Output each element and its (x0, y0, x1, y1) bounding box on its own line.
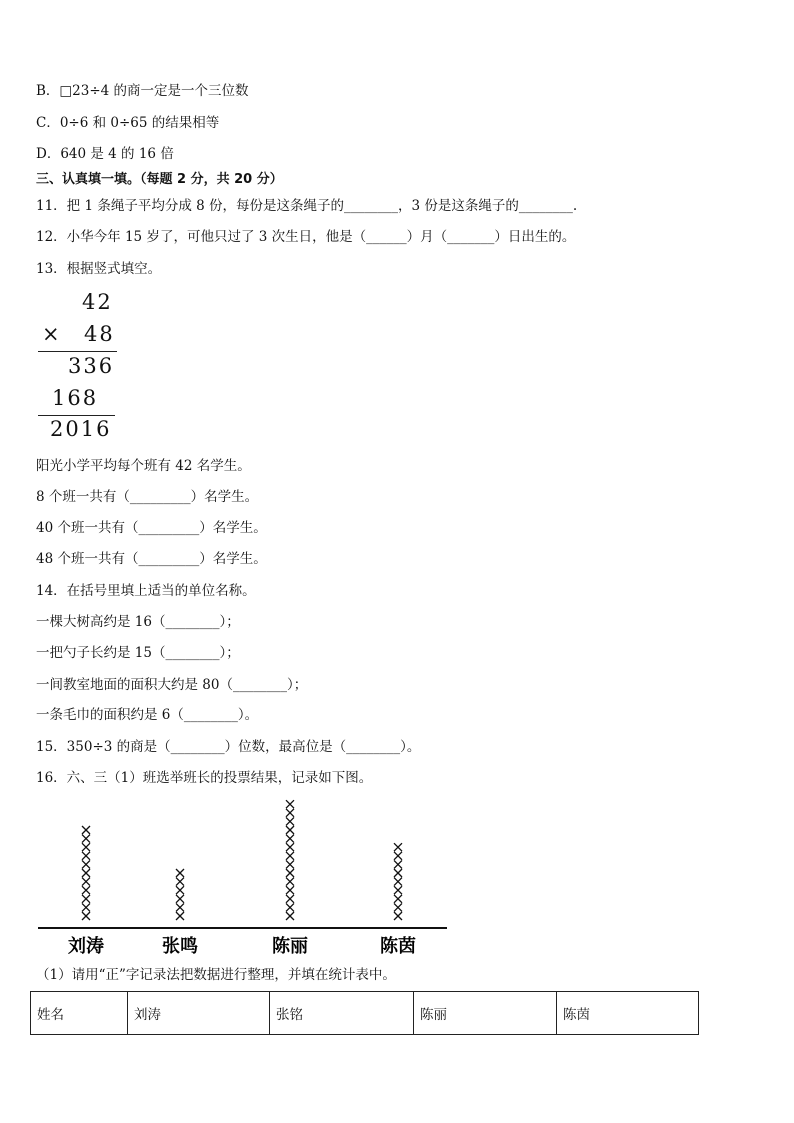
multiplicand: 42 (82, 290, 113, 314)
vote-mark (286, 903, 294, 911)
candidate-label: 刘涛 (68, 936, 104, 957)
vote-mark (286, 869, 294, 877)
calc-rule-2 (38, 415, 115, 416)
table-cell-name: 陈茵 (557, 992, 699, 1035)
vote-mark (82, 886, 90, 894)
question-15: 15．350÷3 的商是（________）位数，最高位是（________）。 (36, 739, 421, 755)
vote-mark (286, 826, 294, 834)
candidate-label: 张鸣 (162, 936, 198, 957)
partial-product-2: 168 (52, 386, 99, 410)
vote-mark (82, 860, 90, 868)
vote-mark (286, 886, 294, 894)
candidate-label: 陈丽 (272, 936, 308, 957)
option-c: C．0÷6 和 0÷65 的结果相等 (36, 115, 220, 131)
vote-mark (176, 903, 184, 911)
option-d: D．640 是 4 的 16 倍 (36, 146, 174, 162)
question-13-context: 阳光小学平均每个班有 42 名学生。 (36, 458, 251, 474)
question-13-prompt: 13．根据竖式填空。 (36, 261, 162, 277)
question-12: 12．小华今年 15 岁了，可他只过了 3 次生日，他是（______）月（_______）日出生的。 (36, 229, 576, 245)
question-16-prompt: 16．六、三（1）班选举班长的投票结果，记录如下图。 (36, 770, 373, 786)
vote-mark (82, 852, 90, 860)
vote-mark (394, 860, 402, 868)
question-14-line-4: 一条毛巾的面积约是 6（________）。 (36, 707, 259, 723)
vote-mark (176, 912, 184, 920)
question-11: 11．把 1 条绳子平均分成 8 份，每份是这条绳子的________，3 份是这条绳子的________. (36, 198, 578, 214)
vote-mark (286, 860, 294, 868)
question-14-line-1: 一棵大树高约是 16（________）； (36, 614, 240, 630)
vote-mark (394, 903, 402, 911)
vote-mark (286, 835, 294, 843)
section-heading: 三、认真填一填。（每题 2 分，共 20 分） (36, 172, 283, 187)
vote-mark (286, 878, 294, 886)
vote-mark (176, 878, 184, 886)
vote-mark (82, 903, 90, 911)
vote-mark (394, 886, 402, 894)
multiplier: 48 (84, 322, 115, 346)
multiply-sign: × (42, 322, 62, 346)
vote-mark (286, 817, 294, 825)
vote-mark (286, 800, 294, 808)
question-16-sub-1: （1）请用“正”字记录法把数据进行整理，并填在统计表中。 (36, 967, 396, 983)
table-row (31, 992, 699, 1035)
vote-mark (82, 912, 90, 920)
vote-mark (82, 895, 90, 903)
option-b: B．□23÷4 的商一定是一个三位数 (36, 83, 249, 99)
question-14-prompt: 14．在括号里填上适当的单位名称。 (36, 583, 256, 599)
vote-mark (286, 843, 294, 851)
vote-mark (286, 852, 294, 860)
partial-product-1: 336 (68, 354, 115, 378)
vote-mark (286, 895, 294, 903)
vote-mark (394, 852, 402, 860)
vote-mark (176, 895, 184, 903)
calc-rule-1 (38, 351, 117, 352)
vote-mark (176, 869, 184, 877)
table-cell-name: 陈丽 (414, 992, 557, 1035)
vote-mark (394, 869, 402, 877)
question-13-line-3: 48 个班一共有（_________）名学生。 (36, 551, 267, 567)
vote-mark (82, 826, 90, 834)
vote-mark (82, 878, 90, 886)
vote-mark (394, 843, 402, 851)
vote-chart (0, 795, 460, 960)
question-13-line-2: 40 个班一共有（_________）名学生。 (36, 520, 267, 536)
question-14-line-2: 一把勺子长约是 15（________）； (36, 645, 240, 661)
tally-table (30, 991, 699, 1035)
candidate-label: 陈茵 (380, 936, 416, 957)
vote-mark (82, 835, 90, 843)
product: 2016 (50, 417, 112, 441)
vote-mark (286, 912, 294, 920)
vote-mark (82, 869, 90, 877)
vote-mark (176, 886, 184, 894)
table-cell-name: 刘涛 (128, 992, 270, 1035)
question-14-line-3: 一间教室地面的面积大约是 80（________）； (36, 677, 308, 693)
vote-mark (394, 895, 402, 903)
vote-mark (394, 878, 402, 886)
vote-mark (82, 843, 90, 851)
question-13-line-1: 8 个班一共有（_________）名学生。 (36, 489, 259, 505)
vote-mark (394, 912, 402, 920)
vote-mark (286, 809, 294, 817)
table-cell-header: 姓名 (31, 992, 128, 1035)
table-cell-name: 张铭 (270, 992, 414, 1035)
